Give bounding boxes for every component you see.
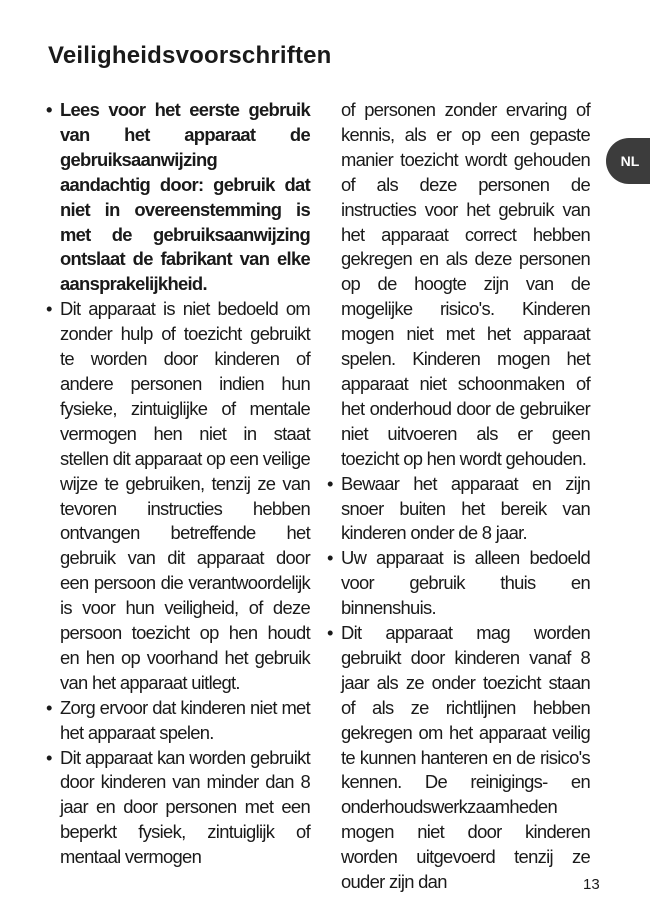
safety-item-household-use bbox=[327, 546, 590, 621]
page-title: Veiligheidsvoorschriften bbox=[48, 42, 332, 69]
right-column bbox=[327, 98, 590, 895]
bullet: • bbox=[327, 547, 333, 569]
safety-item-text: Dit apparaat is niet bedoeld om zonder hulp of toezicht gebruikt te worden door kinderen of andere personen indien hun fysieke, zintuiglijke of mentale vermogen hen niet in staat stellen dit apparaat op een veilige wijze te gebruiken, tenzij ze van tevoren instructies hebben ontvangen betreffende het gebruik van dit apparaat door een persoon die verantwoordelijk is voor hun veiligheid, of deze persoon toezicht op hen houdt en hen op voorhand het gebruik van het apparaat uitlegt. bbox=[60, 298, 310, 693]
safety-item-text: Bewaar het apparaat en zijn snoer buiten het bereik van kinderen onder de 8 jaar. bbox=[341, 472, 590, 544]
safety-item-text: Lees voor het eerste gebruik van het apparaat de gebruiksaanwijzing aandachtig door: gebruik dat niet in overeenstemming is met de gebruiksaanwijzing ontslaat de fabrikant van elke aansprakelijkheid. bbox=[60, 99, 310, 295]
safety-item-text: Zorg ervoor dat kinderen niet met het apparaat spelen. bbox=[60, 696, 310, 743]
bullet: • bbox=[327, 472, 333, 494]
safety-item-text: Dit apparaat mag worden gebruikt door kinderen vanaf 8 jaar als ze onder toezicht staan of als ze richtlijnen hebben gekregen om het apparaat veilig te kunnen hanteren en de risico's kennen. De reinigings- en onderhoudswerkzaamheden mogen niet door kinderen worden uitgevoerd tenzij ze ouder zijn dan bbox=[341, 622, 590, 893]
page-number: 13 bbox=[583, 876, 600, 893]
bullet: • bbox=[46, 696, 52, 718]
bullet: • bbox=[46, 298, 52, 320]
language-tab: NL bbox=[606, 138, 650, 184]
safety-item-children-8-years bbox=[327, 621, 590, 895]
safety-item-children-play bbox=[46, 696, 310, 746]
bullet: • bbox=[46, 746, 52, 768]
safety-item-read-manual bbox=[46, 98, 310, 297]
safety-item-cord-storage bbox=[327, 472, 590, 547]
left-column bbox=[46, 98, 310, 870]
safety-item-children-use bbox=[46, 746, 310, 871]
bullet: • bbox=[46, 99, 52, 120]
safety-item-text: of personen zonder ervaring of kennis, als er op een gepaste manier toezicht wordt gehouden of als deze personen de instructies voor het gebruik van het apparaat correct hebben gekregen en als deze personen op de hoogte zijn van de mogelijke risico's. Kinderen mogen niet met het apparaat spelen. Kinderen mogen het apparaat niet schoonmaken of het onderhoud door de gebruiker niet uitvoeren als er geen toezicht op hen wordt gehouden. bbox=[341, 99, 590, 469]
safety-item-text: Dit apparaat kan worden gebruikt door kinderen van minder dan 8 jaar en door personen met een beperkt fysiek, zintuiglijk of mentaal vermogen bbox=[60, 746, 310, 868]
bullet: • bbox=[327, 622, 333, 644]
safety-item-supervision bbox=[46, 297, 310, 696]
safety-item-text: Uw apparaat is alleen bedoeld voor gebruik thuis en binnenshuis. bbox=[341, 547, 590, 619]
safety-item-continuation bbox=[327, 98, 590, 472]
